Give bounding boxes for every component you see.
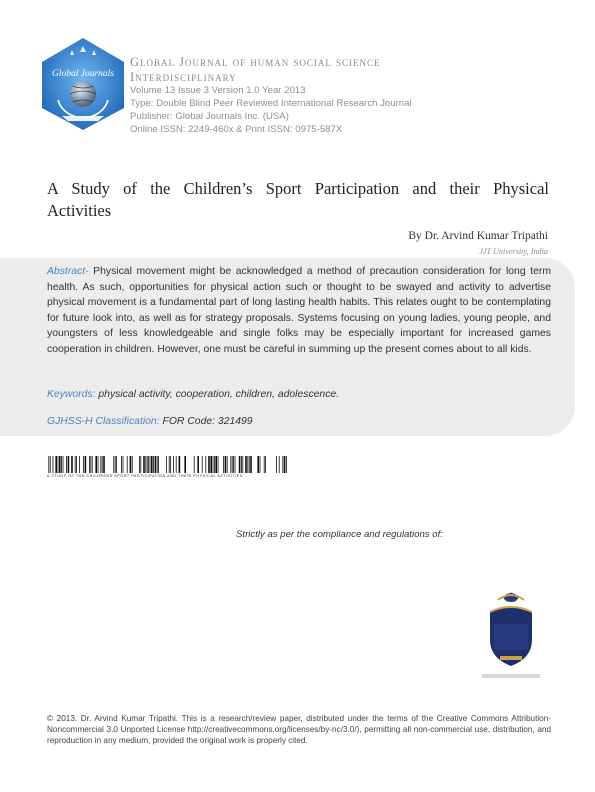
barcode-bar bbox=[233, 456, 234, 473]
barcode-bar bbox=[53, 456, 54, 473]
barcode-bar bbox=[90, 456, 91, 473]
journal-title bbox=[130, 55, 430, 85]
abstract-text: Physical movement might be acknowledged a method of precaution consideration for long term health. As such, opportunities for physical action such or thought to be swayed and activity to advertise physical movement is a fundamental part of long lasting health habits. This relates ought to be contemplating for future look into, as well as for strategy proposals. Systems focusing on young ladies, young people, and youngsters of less knowledgeable and single folks may be especially important for increased games cooperation in children. However, one must be careful in summing up the present comes about to all kids. bbox=[47, 266, 551, 355]
author-affiliation: JJT University, India bbox=[479, 247, 548, 256]
barcode-bar bbox=[63, 456, 64, 473]
barcode-bar bbox=[249, 456, 250, 473]
barcode-bar bbox=[83, 456, 84, 473]
barcode-bar bbox=[213, 456, 214, 473]
barcode-bar bbox=[103, 456, 105, 473]
barcode-bar bbox=[100, 456, 101, 473]
barcode-caption: A STUDY OF THE CHILDRENS SPORT PARTICIPATION AND THEIR PHYSICAL ACTIVITIES bbox=[47, 474, 243, 478]
barcode-bar bbox=[66, 456, 67, 473]
keywords bbox=[47, 389, 339, 400]
barcode-bar bbox=[257, 456, 259, 473]
journal-title-line2: Interdisciplinary bbox=[130, 70, 237, 84]
barcode-bar bbox=[157, 456, 158, 473]
barcode-bar bbox=[140, 456, 141, 473]
barcode-bar bbox=[115, 456, 116, 473]
barcode-bar bbox=[260, 456, 261, 473]
barcode-bar bbox=[284, 456, 286, 473]
barcode-bar bbox=[265, 456, 266, 473]
barcode-bar bbox=[130, 456, 132, 473]
barcode-bar bbox=[286, 456, 287, 473]
issn-line: Online ISSN: 2249-460x & Print ISSN: 0975-587X bbox=[130, 124, 343, 135]
barcode-bar bbox=[241, 456, 242, 473]
paper-title-line1: A Study of the Children’s Sport Participation and their Physical bbox=[47, 179, 549, 198]
barcode-bar bbox=[158, 456, 159, 473]
barcode-bar bbox=[208, 456, 210, 473]
barcode-bar bbox=[166, 456, 167, 473]
barcode-bar bbox=[143, 456, 145, 473]
barcode-bar bbox=[71, 456, 73, 473]
barcode-bar bbox=[139, 456, 140, 473]
abstract-label: Abstract- bbox=[47, 266, 89, 277]
barcode-bar bbox=[147, 456, 148, 473]
barcode-bar bbox=[223, 456, 224, 473]
barcode-bar bbox=[85, 456, 87, 473]
compliance-note: Strictly as per the compliance and regulations of: bbox=[236, 529, 443, 540]
logo-text: Global Journals bbox=[51, 69, 115, 79]
barcode-bar bbox=[116, 456, 117, 473]
paper-title bbox=[47, 178, 549, 222]
keywords-label: Keywords: bbox=[47, 389, 96, 400]
barcode-bar bbox=[155, 456, 157, 473]
barcode-bar bbox=[179, 456, 181, 473]
barcode-bar bbox=[232, 456, 233, 473]
type-line: Type: Double Blind Peer Reviewed International Research Journal bbox=[130, 98, 412, 109]
barcode-bar bbox=[245, 456, 247, 473]
journal-title-line1: Global Journal of human social science bbox=[130, 55, 381, 69]
barcode-bar bbox=[276, 456, 277, 473]
barcode-bar bbox=[92, 456, 93, 473]
barcode-bar bbox=[169, 456, 170, 473]
barcode-bar bbox=[98, 456, 99, 473]
barcode-bar bbox=[279, 456, 280, 473]
paper-title-line2: Activities bbox=[47, 201, 112, 220]
barcode-bar bbox=[239, 456, 241, 473]
classification-label: GJHSS-H Classification: bbox=[47, 416, 160, 427]
barcode-bar bbox=[148, 456, 149, 473]
barcode-bar bbox=[197, 456, 199, 473]
barcode-bar bbox=[95, 456, 97, 473]
barcode-bar bbox=[132, 456, 133, 473]
barcode-bar bbox=[75, 456, 76, 473]
publisher-line: Publisher: Global Journals Inc. (USA) bbox=[130, 111, 289, 122]
barcode-bar bbox=[153, 456, 154, 473]
barcode-bar bbox=[227, 456, 228, 473]
barcode-bar bbox=[89, 456, 90, 473]
barcode-bar bbox=[235, 456, 236, 473]
classification-value: FOR Code: 321499 bbox=[159, 416, 253, 427]
barcode-bar bbox=[264, 456, 265, 473]
barcode-bar bbox=[123, 456, 124, 473]
barcode-bar bbox=[121, 456, 122, 473]
keywords-value: physical activity, cooperation, children, adolescence. bbox=[95, 389, 340, 400]
barcode-bar bbox=[79, 456, 80, 473]
barcode-bar bbox=[150, 456, 151, 473]
barcode-bar bbox=[170, 456, 171, 473]
association-seal bbox=[476, 588, 546, 684]
barcode-bar bbox=[247, 456, 248, 473]
barcode-bar bbox=[210, 456, 212, 473]
abstract bbox=[47, 264, 551, 357]
barcode-bar bbox=[50, 456, 51, 473]
barcode-bar bbox=[202, 456, 203, 473]
barcode-bar bbox=[184, 456, 186, 473]
copyright-notice: © 2013. Dr. Arvind Kumar Tripathi. This is a research/review paper, distributed under the terms of the Creative Commons Attribution-Noncommercial 3.0 Unported License http://creativecommons.org/licenses/by-nc/3.0/), permitting all non-commercial use, distribution, and reproduction in any medium, provided the original work is properly cited. bbox=[47, 714, 551, 745]
volume-line: Volume 13 Issue 3 Version 1.0 Year 2013 bbox=[130, 85, 306, 96]
barcode-bar bbox=[68, 456, 70, 473]
barcode-bar bbox=[250, 456, 252, 473]
global-journals-logo bbox=[42, 38, 124, 130]
barcode-bar bbox=[113, 456, 114, 473]
barcode-bar bbox=[76, 456, 77, 473]
barcode-bar bbox=[242, 456, 243, 473]
barcode-bar bbox=[55, 456, 57, 473]
barcode-bar bbox=[48, 456, 49, 473]
barcode-bar bbox=[59, 456, 61, 473]
classification bbox=[47, 416, 253, 427]
barcode-bar bbox=[102, 456, 103, 473]
barcode-bar bbox=[194, 456, 195, 473]
barcode-bar bbox=[225, 456, 227, 473]
barcode bbox=[47, 456, 287, 473]
barcode-bar bbox=[215, 456, 217, 473]
barcode-bar bbox=[282, 456, 283, 473]
barcode-bar bbox=[205, 456, 206, 473]
barcode-bar bbox=[151, 456, 153, 473]
barcode-bar bbox=[145, 456, 146, 473]
barcode-bar bbox=[176, 456, 177, 473]
barcode-bar bbox=[218, 456, 219, 473]
author-name: By Dr. Arvind Kumar Tripathi bbox=[408, 230, 548, 242]
barcode-bar bbox=[61, 456, 62, 473]
barcode-bar bbox=[58, 456, 59, 473]
barcode-bar bbox=[173, 456, 174, 473]
barcode-bar bbox=[214, 456, 215, 473]
barcode-bar bbox=[127, 456, 128, 473]
barcode-bar bbox=[230, 456, 231, 473]
